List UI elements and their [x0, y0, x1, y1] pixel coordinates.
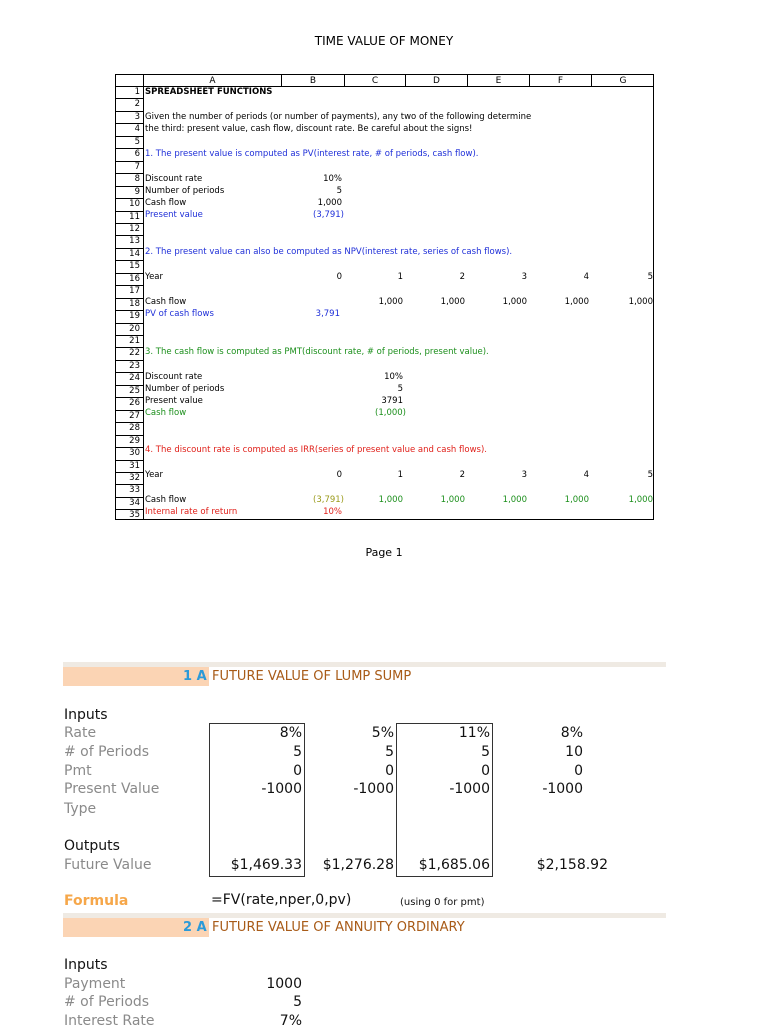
s3-rate: 11% [458, 725, 490, 741]
row-number: 6 [134, 149, 140, 160]
column-header-f: F [557, 76, 564, 86]
row-number: 34 [129, 497, 140, 508]
r18-cf-3: 1,000 [502, 297, 527, 307]
s1-fv: $1,469.33 [230, 857, 302, 873]
section-2-number: 2 A [183, 920, 207, 935]
method-2-text: 2. The present value can also be computed as NPV(interest rate, series of cash flows). [145, 247, 513, 257]
r16-year-1: 1 [397, 272, 403, 282]
column-header-a: A [209, 76, 216, 86]
r25-label: Number of periods [145, 384, 225, 394]
row-number: 3 [134, 111, 140, 122]
interest-rate-value: 7% [279, 1013, 302, 1029]
row-number: 29 [129, 435, 140, 446]
row-number: 1 [134, 87, 140, 97]
r16-year-2: 2 [459, 272, 465, 282]
r34-cf-0: (3,791) [313, 495, 344, 505]
s4-fv: $2,158.92 [536, 857, 608, 873]
r19-label: PV of cash flows [145, 309, 214, 319]
row-number: 30 [129, 448, 140, 459]
r19-value: 3,791 [315, 309, 340, 319]
section-1-outputs-heading: Outputs [64, 838, 120, 854]
r18-label: Cash flow [145, 297, 187, 307]
section-1-title: FUTURE VALUE OF LUMP SUMP [212, 669, 412, 684]
method-4-text: 4. The discount rate is computed as IRR(series of present value and cash flows). [145, 445, 487, 455]
s2-periods: 5 [385, 744, 394, 760]
method-3-text: 3. The cash flow is computed as PMT(discount rate, # of periods, present value). [145, 347, 489, 357]
r16-year-5: 5 [647, 272, 653, 282]
formula-note: (using 0 for pmt) [400, 897, 485, 908]
formula-label: Formula [64, 893, 129, 909]
row-number: 26 [129, 398, 140, 409]
r10-value: 1,000 [317, 198, 342, 208]
section-1-number: 1 A [183, 669, 207, 684]
row-number: 31 [129, 460, 140, 471]
label-periods: # of Periods [64, 744, 150, 760]
page-label: Page 1 [365, 546, 403, 559]
spreadsheet [115, 74, 654, 520]
r35-label: Internal rate of return [145, 507, 238, 517]
column-header-b: B [309, 76, 317, 86]
section-1-header [63, 667, 666, 686]
label-periods-2: # of Periods [64, 994, 150, 1010]
r34-label: Cash flow [145, 495, 187, 505]
label-payment: Payment [64, 976, 126, 992]
s2-pmt: 0 [385, 763, 394, 779]
row-number: 20 [129, 323, 140, 334]
row-number: 11 [129, 211, 140, 222]
r16-year-0: 0 [336, 272, 342, 282]
r11-label: Present value [145, 210, 203, 220]
column-header-g: G [619, 76, 627, 86]
row-number: 8 [134, 174, 140, 185]
s3-pmt: 0 [481, 763, 490, 779]
r24-label: Discount rate [145, 372, 203, 382]
label-future-value: Future Value [64, 857, 152, 873]
row-number: 21 [129, 336, 140, 346]
r8-label: Discount rate [145, 174, 203, 184]
r34-cf-3: 1,000 [502, 495, 527, 505]
r32-year-1: 1 [397, 470, 403, 480]
r26-value: 3791 [381, 396, 403, 406]
r35-value: 10% [323, 507, 342, 517]
intro-line-1: Given the number of periods (or number of payments), any two of the following determine [145, 112, 532, 122]
document-title: TIME VALUE OF MONEY [314, 34, 454, 48]
r32-year-3: 3 [521, 470, 527, 480]
s2-fv: $1,276.28 [322, 857, 394, 873]
r34-cf-1: 1,000 [378, 495, 403, 505]
row-number: 35 [129, 510, 140, 521]
row-number: 2 [134, 99, 140, 110]
s2-pv: -1000 [353, 781, 394, 797]
row-number: 19 [129, 311, 140, 322]
r32-year-2: 2 [459, 470, 465, 480]
r27-value: (1,000) [375, 408, 406, 418]
section-2-inputs-heading: Inputs [64, 957, 108, 973]
row-number: 10 [129, 199, 140, 210]
r34-cf-2: 1,000 [440, 495, 465, 505]
r16-year-3: 3 [521, 272, 527, 282]
label-rate: Rate [64, 725, 97, 741]
s4-pmt: 0 [574, 763, 583, 779]
s1-periods: 5 [293, 744, 302, 760]
label-pmt: Pmt [64, 763, 92, 779]
formula-text: =FV(rate,nper,0,pv) [211, 892, 352, 908]
s4-rate: 8% [560, 725, 583, 741]
row-number: 4 [134, 124, 140, 135]
s3-pv: -1000 [449, 781, 490, 797]
row-number: 16 [129, 273, 140, 284]
r18-cf-2: 1,000 [440, 297, 465, 307]
method-1-text: 1. The present value is computed as PV(interest rate, # of periods, cash flow). [145, 149, 479, 159]
s1-rate: 8% [279, 725, 302, 741]
r26-label: Present value [145, 396, 203, 406]
r34-cf-5: 1,000 [628, 495, 653, 505]
periods-value-2: 5 [293, 994, 302, 1010]
r16-label: Year [145, 272, 163, 282]
section-2-header [63, 918, 666, 937]
s1-pmt: 0 [293, 763, 302, 779]
row-number: 5 [134, 136, 140, 147]
r18-cf-1: 1,000 [378, 297, 403, 307]
r24-value: 10% [384, 372, 403, 382]
intro-line-2: the third: present value, cash flow, discount rate. Be careful about the signs! [145, 124, 473, 134]
row-number: 33 [129, 485, 140, 496]
row-number: 15 [129, 261, 140, 272]
row-number: 14 [129, 248, 140, 259]
r18-cf-4: 1,000 [564, 297, 589, 307]
row-number: 32 [129, 472, 140, 483]
row-number: 13 [129, 236, 140, 247]
r9-value: 5 [336, 186, 342, 196]
r16-year-4: 4 [583, 272, 589, 282]
label-interest-rate: Interest Rate [64, 1013, 155, 1029]
r25-value: 5 [397, 384, 403, 394]
row-number: 12 [129, 223, 140, 234]
r18-cf-5: 1,000 [628, 297, 653, 307]
s3-fv: $1,685.06 [418, 857, 490, 873]
r9-label: Number of periods [145, 186, 225, 196]
r32-year-5: 5 [647, 470, 653, 480]
r27-label: Cash flow [145, 408, 187, 418]
row-number: 23 [129, 360, 140, 371]
column-header-d: D [433, 76, 440, 86]
s4-periods: 10 [565, 744, 583, 760]
r32-year-0: 0 [336, 470, 342, 480]
row-number: 17 [129, 286, 140, 297]
sheet-heading: SPREADSHEET FUNCTIONS [145, 87, 273, 97]
label-present-value: Present Value [64, 781, 160, 797]
payment-value: 1000 [266, 976, 302, 992]
row-number: 27 [129, 410, 140, 421]
r32-label: Year [145, 470, 163, 480]
row-number: 18 [129, 298, 140, 309]
r32-year-4: 4 [583, 470, 589, 480]
s2-rate: 5% [371, 725, 394, 741]
s4-pv: -1000 [542, 781, 583, 797]
row-number: 28 [129, 423, 140, 434]
s3-periods: 5 [481, 744, 490, 760]
label-type: Type [64, 801, 97, 817]
s1-pv: -1000 [261, 781, 302, 797]
row-number: 22 [129, 348, 140, 359]
section-1-inputs-heading: Inputs [64, 707, 108, 723]
row-number: 9 [134, 186, 140, 197]
r10-label: Cash flow [145, 198, 187, 208]
row-number: 25 [129, 385, 140, 396]
row-number: 7 [134, 161, 140, 172]
column-header-e: E [495, 76, 502, 86]
column-header-c: C [371, 76, 379, 86]
section-2-title: FUTURE VALUE OF ANNUITY ORDINARY [212, 920, 465, 935]
r34-cf-4: 1,000 [564, 495, 589, 505]
row-number: 24 [129, 373, 140, 384]
r11-value: (3,791) [313, 210, 344, 220]
r8-value: 10% [323, 174, 342, 184]
